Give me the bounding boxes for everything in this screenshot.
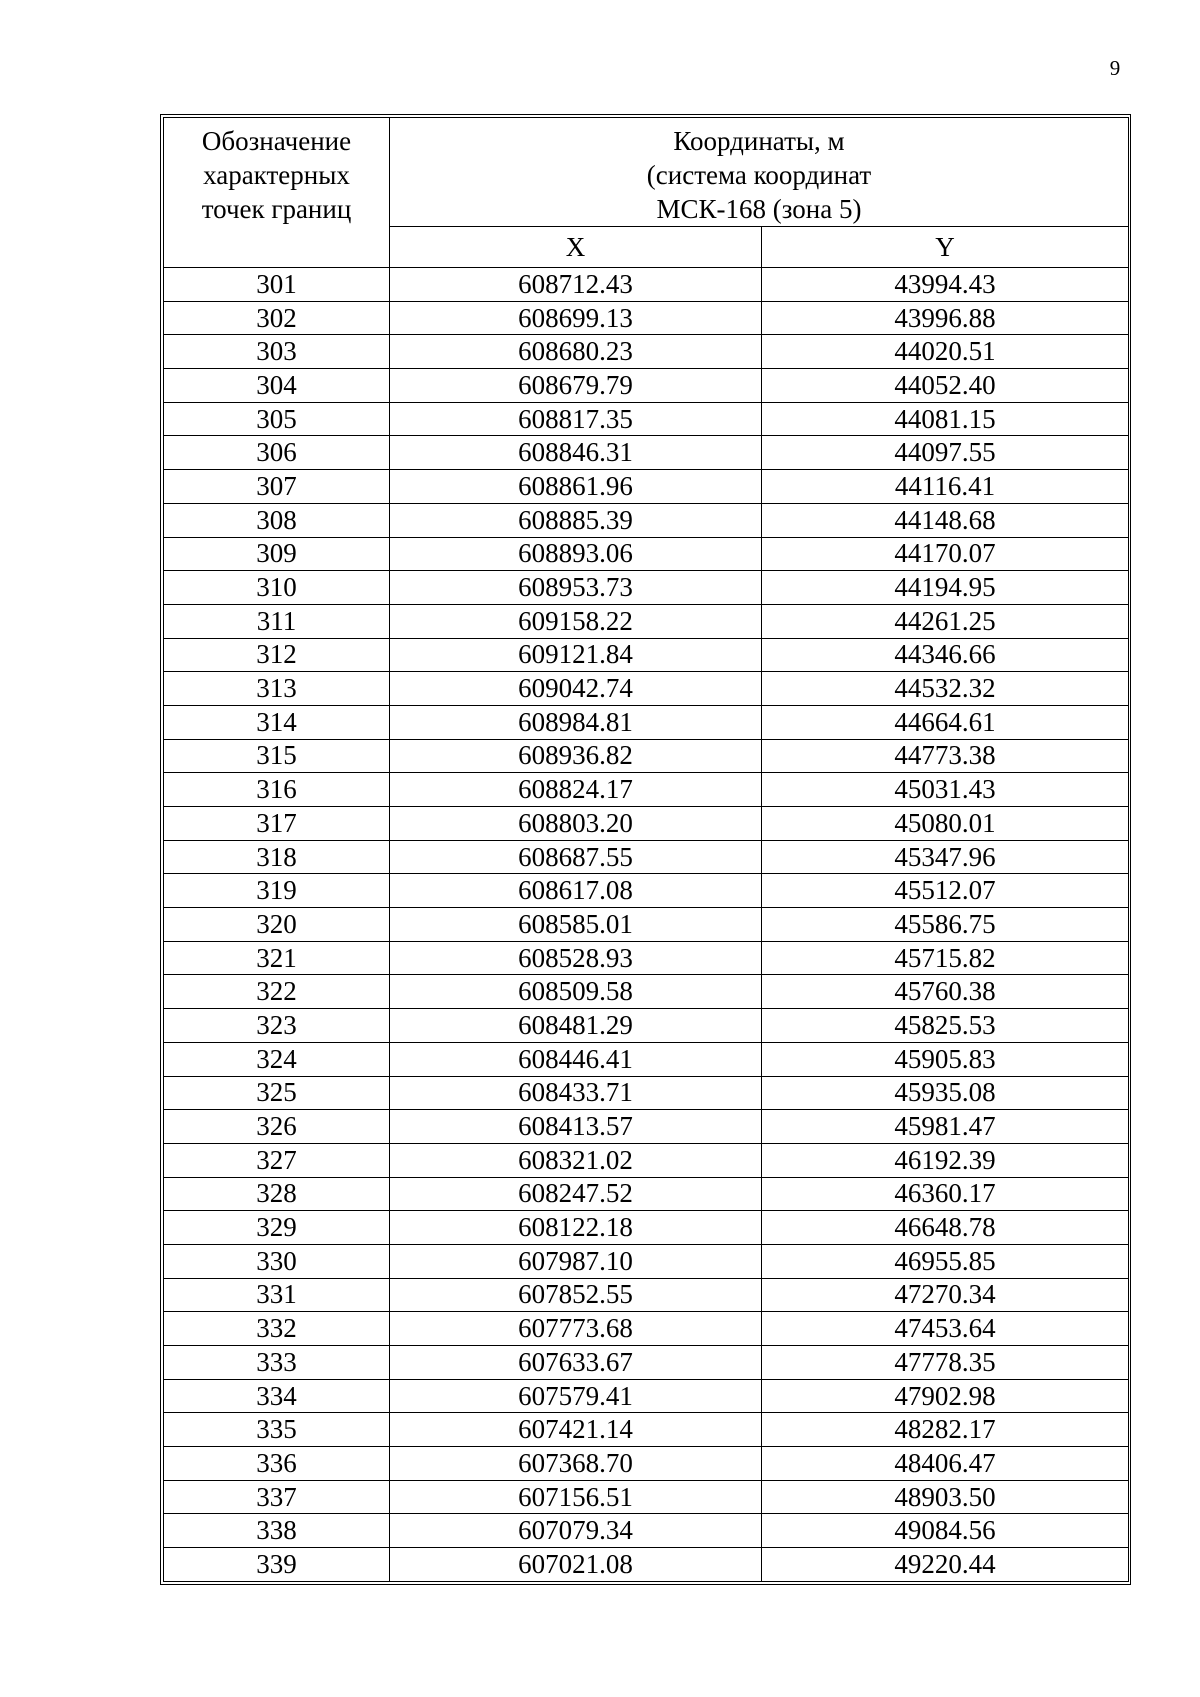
y-cell: 44148.68 [762, 503, 1129, 537]
point-cell: 324 [164, 1042, 390, 1076]
table-row [164, 1042, 1129, 1076]
table-row [164, 975, 1129, 1009]
x-cell: 607079.34 [390, 1514, 762, 1548]
y-cell: 44116.41 [762, 470, 1129, 504]
point-cell: 307 [164, 470, 390, 504]
x-cell: 608936.82 [390, 739, 762, 773]
y-cell: 48282.17 [762, 1413, 1129, 1447]
x-cell: 608433.71 [390, 1076, 762, 1110]
y-cell: 45981.47 [762, 1110, 1129, 1144]
point-cell: 326 [164, 1110, 390, 1144]
table-row [164, 335, 1129, 369]
point-cell: 316 [164, 773, 390, 807]
x-cell: 608509.58 [390, 975, 762, 1009]
x-cell: 608885.39 [390, 503, 762, 537]
table-row [164, 268, 1129, 302]
x-cell: 609042.74 [390, 672, 762, 706]
table-row [164, 1346, 1129, 1380]
table-row [164, 1548, 1129, 1582]
x-cell: 608984.81 [390, 705, 762, 739]
y-cell: 49084.56 [762, 1514, 1129, 1548]
x-cell: 607852.55 [390, 1278, 762, 1312]
table-row [164, 773, 1129, 807]
table-row [164, 638, 1129, 672]
table-row [164, 604, 1129, 638]
x-cell: 608413.57 [390, 1110, 762, 1144]
x-cell: 608712.43 [390, 268, 762, 302]
y-cell: 44532.32 [762, 672, 1129, 706]
point-cell: 329 [164, 1211, 390, 1245]
x-cell: 607156.51 [390, 1480, 762, 1514]
table-row [164, 1413, 1129, 1447]
point-cell: 335 [164, 1413, 390, 1447]
x-cell: 608953.73 [390, 571, 762, 605]
header-coords-line: Координаты, м [673, 126, 845, 156]
point-cell: 311 [164, 604, 390, 638]
table-row [164, 807, 1129, 841]
x-cell: 608446.41 [390, 1042, 762, 1076]
y-cell: 44773.38 [762, 739, 1129, 773]
point-cell: 330 [164, 1244, 390, 1278]
y-cell: 49220.44 [762, 1548, 1129, 1582]
x-cell: 608617.08 [390, 874, 762, 908]
x-cell: 607633.67 [390, 1346, 762, 1380]
x-cell: 608687.55 [390, 840, 762, 874]
point-cell: 315 [164, 739, 390, 773]
y-cell: 48903.50 [762, 1480, 1129, 1514]
header-x: X [390, 227, 762, 268]
point-cell: 313 [164, 672, 390, 706]
table-row [164, 503, 1129, 537]
y-cell: 45586.75 [762, 908, 1129, 942]
y-cell: 44261.25 [762, 604, 1129, 638]
x-cell: 608679.79 [390, 369, 762, 403]
y-cell: 45760.38 [762, 975, 1129, 1009]
y-cell: 47902.98 [762, 1379, 1129, 1413]
y-cell: 44194.95 [762, 571, 1129, 605]
y-cell: 45715.82 [762, 941, 1129, 975]
point-cell: 302 [164, 301, 390, 335]
point-cell: 338 [164, 1514, 390, 1548]
y-cell: 44081.15 [762, 402, 1129, 436]
point-cell: 321 [164, 941, 390, 975]
header-point-line: характерных [203, 160, 350, 190]
y-cell: 47453.64 [762, 1312, 1129, 1346]
table-row [164, 739, 1129, 773]
x-cell: 608481.29 [390, 1009, 762, 1043]
table-row [164, 1312, 1129, 1346]
y-cell: 46360.17 [762, 1177, 1129, 1211]
y-cell: 45825.53 [762, 1009, 1129, 1043]
y-cell: 48406.47 [762, 1447, 1129, 1481]
table-row [164, 1447, 1129, 1481]
point-cell: 322 [164, 975, 390, 1009]
point-cell: 303 [164, 335, 390, 369]
header-coords-line: (система координат [646, 160, 872, 190]
header-coordinates [390, 118, 1129, 227]
x-cell: 608122.18 [390, 1211, 762, 1245]
x-cell: 609121.84 [390, 638, 762, 672]
y-cell: 45347.96 [762, 840, 1129, 874]
table-row [164, 537, 1129, 571]
point-cell: 301 [164, 268, 390, 302]
point-cell: 306 [164, 436, 390, 470]
table-row [164, 1514, 1129, 1548]
point-cell: 318 [164, 840, 390, 874]
header-y: Y [762, 227, 1129, 268]
x-cell: 608861.96 [390, 470, 762, 504]
y-cell: 45080.01 [762, 807, 1129, 841]
coordinates-table-frame [160, 114, 1131, 1585]
table-row [164, 402, 1129, 436]
header-point-line: точек границ [201, 194, 352, 224]
table-row [164, 301, 1129, 335]
x-cell: 607773.68 [390, 1312, 762, 1346]
table-row [164, 571, 1129, 605]
point-cell: 328 [164, 1177, 390, 1211]
x-cell: 608585.01 [390, 908, 762, 942]
point-cell: 331 [164, 1278, 390, 1312]
table-row [164, 1143, 1129, 1177]
y-cell: 44346.66 [762, 638, 1129, 672]
y-cell: 47778.35 [762, 1346, 1129, 1380]
table-row [164, 705, 1129, 739]
y-cell: 47270.34 [762, 1278, 1129, 1312]
y-cell: 46955.85 [762, 1244, 1129, 1278]
point-cell: 305 [164, 402, 390, 436]
table-row [164, 369, 1129, 403]
table-row [164, 1110, 1129, 1144]
table-row [164, 1076, 1129, 1110]
point-cell: 323 [164, 1009, 390, 1043]
point-cell: 337 [164, 1480, 390, 1514]
x-cell: 607368.70 [390, 1447, 762, 1481]
table-row [164, 1480, 1129, 1514]
y-cell: 44664.61 [762, 705, 1129, 739]
point-cell: 334 [164, 1379, 390, 1413]
x-cell: 608817.35 [390, 402, 762, 436]
y-cell: 43994.43 [762, 268, 1129, 302]
x-cell: 607021.08 [390, 1548, 762, 1582]
point-cell: 320 [164, 908, 390, 942]
table-row [164, 840, 1129, 874]
y-cell: 43996.88 [762, 301, 1129, 335]
x-cell: 608680.23 [390, 335, 762, 369]
y-cell: 46192.39 [762, 1143, 1129, 1177]
header-point-designation [164, 118, 390, 268]
header-point-line: Обозначение [201, 126, 352, 156]
point-cell: 317 [164, 807, 390, 841]
point-cell: 332 [164, 1312, 390, 1346]
table-row [164, 1379, 1129, 1413]
point-cell: 304 [164, 369, 390, 403]
point-cell: 308 [164, 503, 390, 537]
x-cell: 607987.10 [390, 1244, 762, 1278]
x-cell: 608247.52 [390, 1177, 762, 1211]
x-cell: 608824.17 [390, 773, 762, 807]
y-cell: 44020.51 [762, 335, 1129, 369]
x-cell: 608528.93 [390, 941, 762, 975]
x-cell: 608321.02 [390, 1143, 762, 1177]
y-cell: 45935.08 [762, 1076, 1129, 1110]
y-cell: 45905.83 [762, 1042, 1129, 1076]
x-cell: 607421.14 [390, 1413, 762, 1447]
point-cell: 339 [164, 1548, 390, 1582]
table-row [164, 436, 1129, 470]
table-row [164, 672, 1129, 706]
point-cell: 333 [164, 1346, 390, 1380]
x-cell: 607579.41 [390, 1379, 762, 1413]
x-cell: 609158.22 [390, 604, 762, 638]
point-cell: 314 [164, 705, 390, 739]
table-row [164, 1211, 1129, 1245]
page-number: 9 [1109, 56, 1121, 80]
table-row [164, 1177, 1129, 1211]
point-cell: 309 [164, 537, 390, 571]
y-cell: 44170.07 [762, 537, 1129, 571]
x-cell: 608893.06 [390, 537, 762, 571]
x-cell: 608699.13 [390, 301, 762, 335]
y-cell: 44097.55 [762, 436, 1129, 470]
x-cell: 608803.20 [390, 807, 762, 841]
y-cell: 46648.78 [762, 1211, 1129, 1245]
x-cell: 608846.31 [390, 436, 762, 470]
header-coords-line: МСК-168 (зона 5) [656, 194, 862, 224]
table-row [164, 874, 1129, 908]
table-row [164, 908, 1129, 942]
y-cell: 45031.43 [762, 773, 1129, 807]
y-cell: 44052.40 [762, 369, 1129, 403]
point-cell: 327 [164, 1143, 390, 1177]
table-row [164, 1009, 1129, 1043]
table-row [164, 1278, 1129, 1312]
coordinates-table-body [164, 268, 1129, 1582]
table-row [164, 470, 1129, 504]
y-cell: 45512.07 [762, 874, 1129, 908]
point-cell: 325 [164, 1076, 390, 1110]
point-cell: 312 [164, 638, 390, 672]
coordinates-table [163, 117, 1129, 1582]
point-cell: 319 [164, 874, 390, 908]
table-row [164, 941, 1129, 975]
point-cell: 336 [164, 1447, 390, 1481]
table-row [164, 1244, 1129, 1278]
point-cell: 310 [164, 571, 390, 605]
